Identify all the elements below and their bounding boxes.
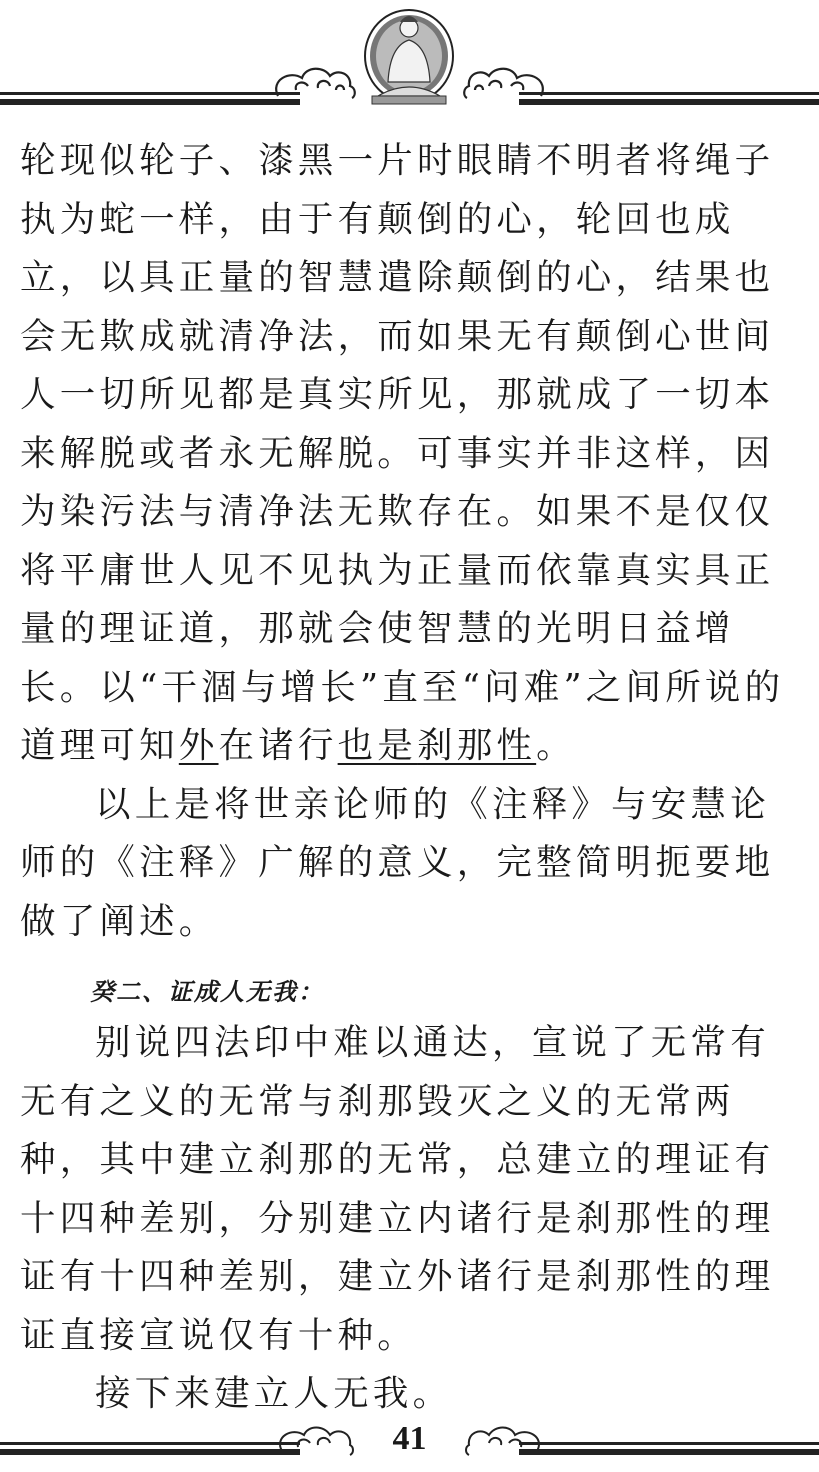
paragraph-4: 接下来建立人无我。 <box>95 1373 453 1414</box>
section-heading: 癸二、证成人无我： <box>90 977 324 1006</box>
body-text-2 <box>20 1014 806 1424</box>
paragraph-1-text: 轮现似轮子、漆黑一片时眼睛不明者将绳子执为蛇一样，由于有颠倒的心，轮回也成立，以具正量的智慧遣除颠倒的心，结果也会无欺成就清净法，而如果无有颠倒心世间人一切所见都是真实所见，那就成了一切本来解脱或者永无解脱。可事实并非这样，因为染污法与清净法无欺存在。如果不是仅仅将平庸世人见不见执为正量而依靠真实具正量的理证道，那就会使智慧的光明日益增长。以“干涸与增长”直至“问难”之间所说的道理可知 <box>20 140 785 766</box>
underlined-text: 也是 <box>337 725 418 766</box>
buddha-image-icon <box>365 10 453 104</box>
underlined-text: 刹那性 <box>417 725 537 766</box>
paragraph-1-text: 。 <box>536 725 576 766</box>
header-ornament <box>0 0 819 110</box>
paragraph-1 <box>20 132 806 776</box>
paragraph-3: 别说四法印中难以通达，宣说了无常有无有之义的无常与刹那毁灭之义的无常两种，其中建立刹那的无常，总建立的理证有十四种差别，分别建立内诸行是刹那性的理证有十四种差别，建立外诸行是刹那性的理证直接宣说仅有十种。 <box>20 1022 775 1356</box>
underlined-text: 外 <box>178 725 219 766</box>
paragraph-2: 以上是将世亲论师的《注释》与安慧论师的《注释》广解的意义，完整简明扼要地做了阐述。 <box>20 783 775 942</box>
page-number: 41 <box>392 1420 427 1457</box>
body-text <box>20 132 806 951</box>
paragraph-1-text: 在诸行 <box>218 725 338 766</box>
